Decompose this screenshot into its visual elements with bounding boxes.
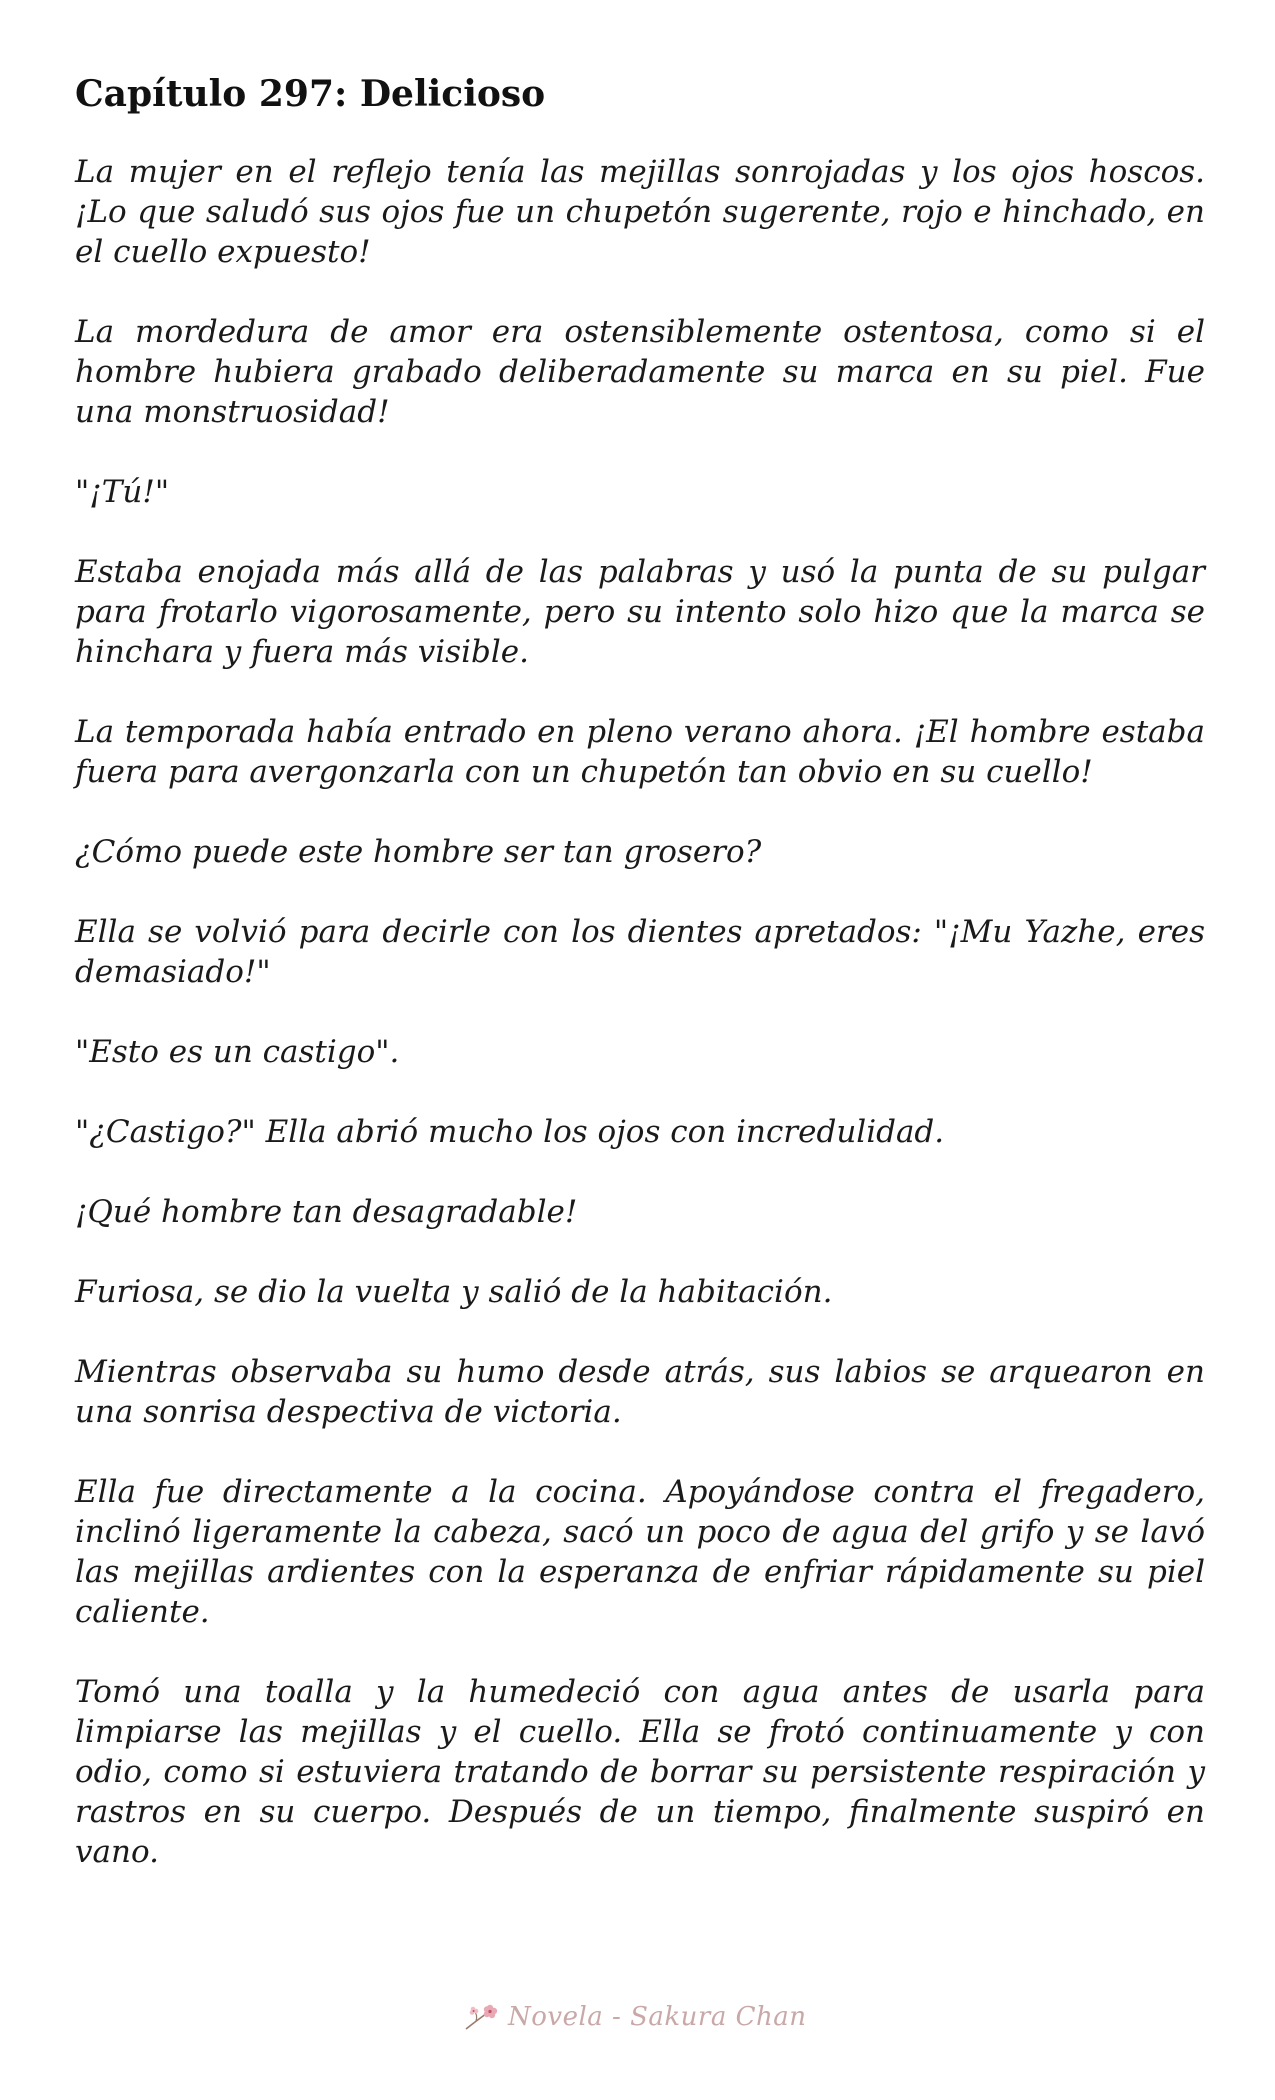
paragraph: "¡Tú!" (75, 474, 170, 510)
paragraph: Tomó una toalla y la humedeció con agua antes de usarla para limpiarse las mejillas y el cuello. Ella se frotó continuamente y con odio, como si estuviera tratando de borrar su persistente respiración y rastros en su cuerpo. Después de un tiempo, finalmente suspiró en vano. (75, 1674, 1205, 1870)
sakura-blossom-icon (460, 1999, 500, 2035)
paragraph: La mordedura de amor era ostensiblemente ostentosa, como si el hombre hubiera grabado deliberadamente su marca en su piel. Fue una monstruosidad! (75, 314, 1205, 430)
paragraph: Estaba enojada más allá de las palabras y usó la punta de su pulgar para frotarlo vigorosamente, pero su intento solo hizo que la marca se hinchara y fuera más visible. (75, 554, 1205, 670)
watermark-text: Novela - Sakura Chan (508, 2002, 807, 2032)
paragraph: ¿Cómo puede este hombre ser tan grosero? (75, 834, 762, 870)
paragraph: "¿Castigo?" Ella abrió mucho los ojos con incredulidad. (75, 1114, 945, 1150)
paragraph: Ella fue directamente a la cocina. Apoyándose contra el fregadero, inclinó ligeramente la cabeza, sacó un poco de agua del grifo y se lavó las mejillas ardientes con la esperanza de enfriar rápidamente su piel caliente. (75, 1474, 1205, 1630)
chapter-page (75, 70, 1205, 1912)
paragraph: Ella se volvió para decirle con los dientes apretados: "¡Mu Yazhe, eres demasiado!" (75, 914, 1205, 990)
chapter-title: Capítulo 297: Delicioso (75, 73, 546, 115)
paragraph: La temporada había entrado en pleno verano ahora. ¡El hombre estaba fuera para avergonzarla con un chupetón tan obvio en su cuello! (75, 714, 1205, 790)
paragraph: ¡Qué hombre tan desagradable! (75, 1194, 578, 1230)
paragraph: Furiosa, se dio la vuelta y salió de la habitación. (75, 1274, 833, 1310)
paragraph: Mientras observaba su humo desde atrás, sus labios se arquearon en una sonrisa despectiva de victoria. (75, 1354, 1205, 1430)
paragraph: "Esto es un castigo". (75, 1034, 400, 1070)
watermark (460, 1995, 840, 2039)
paragraph: La mujer en el reflejo tenía las mejillas sonrojadas y los ojos hoscos. ¡Lo que saludó sus ojos fue un chupetón sugerente, rojo e hinchado, en el cuello expuesto! (75, 154, 1205, 270)
